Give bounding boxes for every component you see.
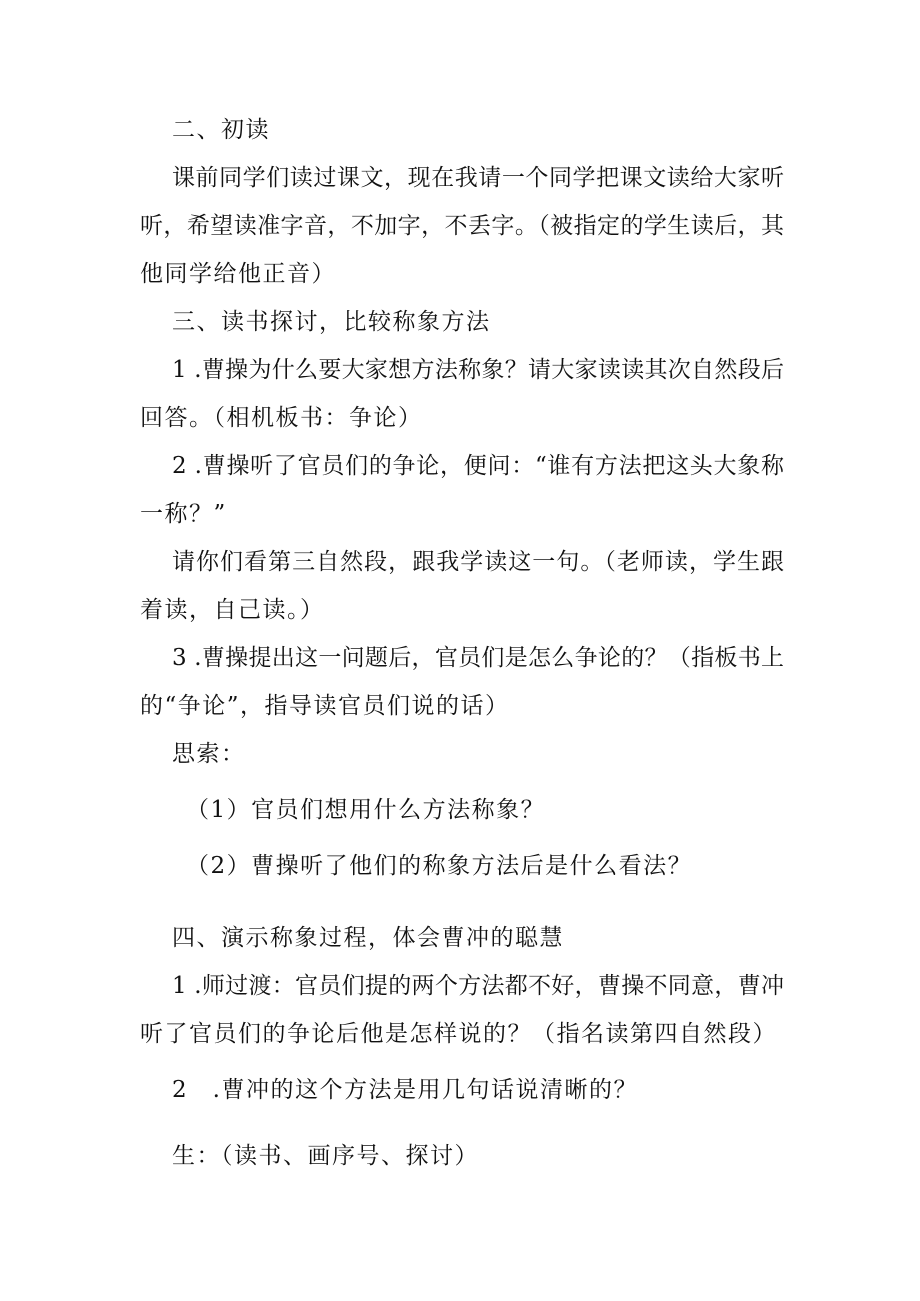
- section-2-para-line-1: 课前同学们读过课文，现在我请一个同学把课文读给大家听: [172, 165, 784, 191]
- section-3-item-2-line-1: 2 .曹操听了官员们的争论，便问：“谁有方法把这头大象称: [172, 453, 784, 479]
- section-3-item-3-line-1: 3 .曹操提出这一问题后，官员们是怎么争论的？（指板书上: [172, 645, 784, 671]
- section-3-item-1-line-2: 回答。（相机板书：争论）: [140, 405, 423, 431]
- think-question-2: （2）曹操听了他们的称象方法后是什么看法？: [186, 853, 693, 879]
- section-2-para-line-2: 听，希望读准字音，不加字，不丢字。（被指定的学生读后，其: [140, 213, 784, 239]
- think-question-1: （1）官员们想用什么方法称象？: [186, 797, 546, 823]
- section-3-item-2-note-line-1: 请你们看第三自然段，跟我学读这一句。（老师读，学生跟: [172, 549, 784, 575]
- section-2-para-line-3: 他同学给他正音）: [140, 261, 336, 287]
- section-4-item-1-line-2: 听了官员们的争论后他是怎样说的？（指名读第四自然段）: [140, 1021, 777, 1047]
- think-label: 思索：: [172, 741, 246, 767]
- section-3-item-1-line-1: 1 .曹操为什么要大家想方法称象？请大家读读其次自然段后: [172, 357, 784, 383]
- section-4-item-1-line-1: 1 .师过渡：官员们提的两个方法都不好，曹操不同意，曹冲: [172, 973, 784, 999]
- section-4-item-2: 2 .曹冲的这个方法是用几句话说清晰的？: [172, 1077, 638, 1103]
- section-3-heading: 三、读书探讨，比较称象方法: [172, 309, 491, 335]
- student-response: 生：（读书、画序号、探讨）: [172, 1143, 479, 1169]
- section-3-item-2-line-2: 一称？”: [140, 501, 227, 527]
- section-4-heading: 四、演示称象过程，体会曹冲的聪慧: [172, 925, 564, 951]
- section-3-item-3-line-2: 的“争论”，指导读官员们说的话）: [140, 693, 510, 719]
- section-2-heading: 二、初读: [172, 117, 270, 143]
- section-3-item-2-note-line-2: 着读，自己读。）: [140, 597, 325, 623]
